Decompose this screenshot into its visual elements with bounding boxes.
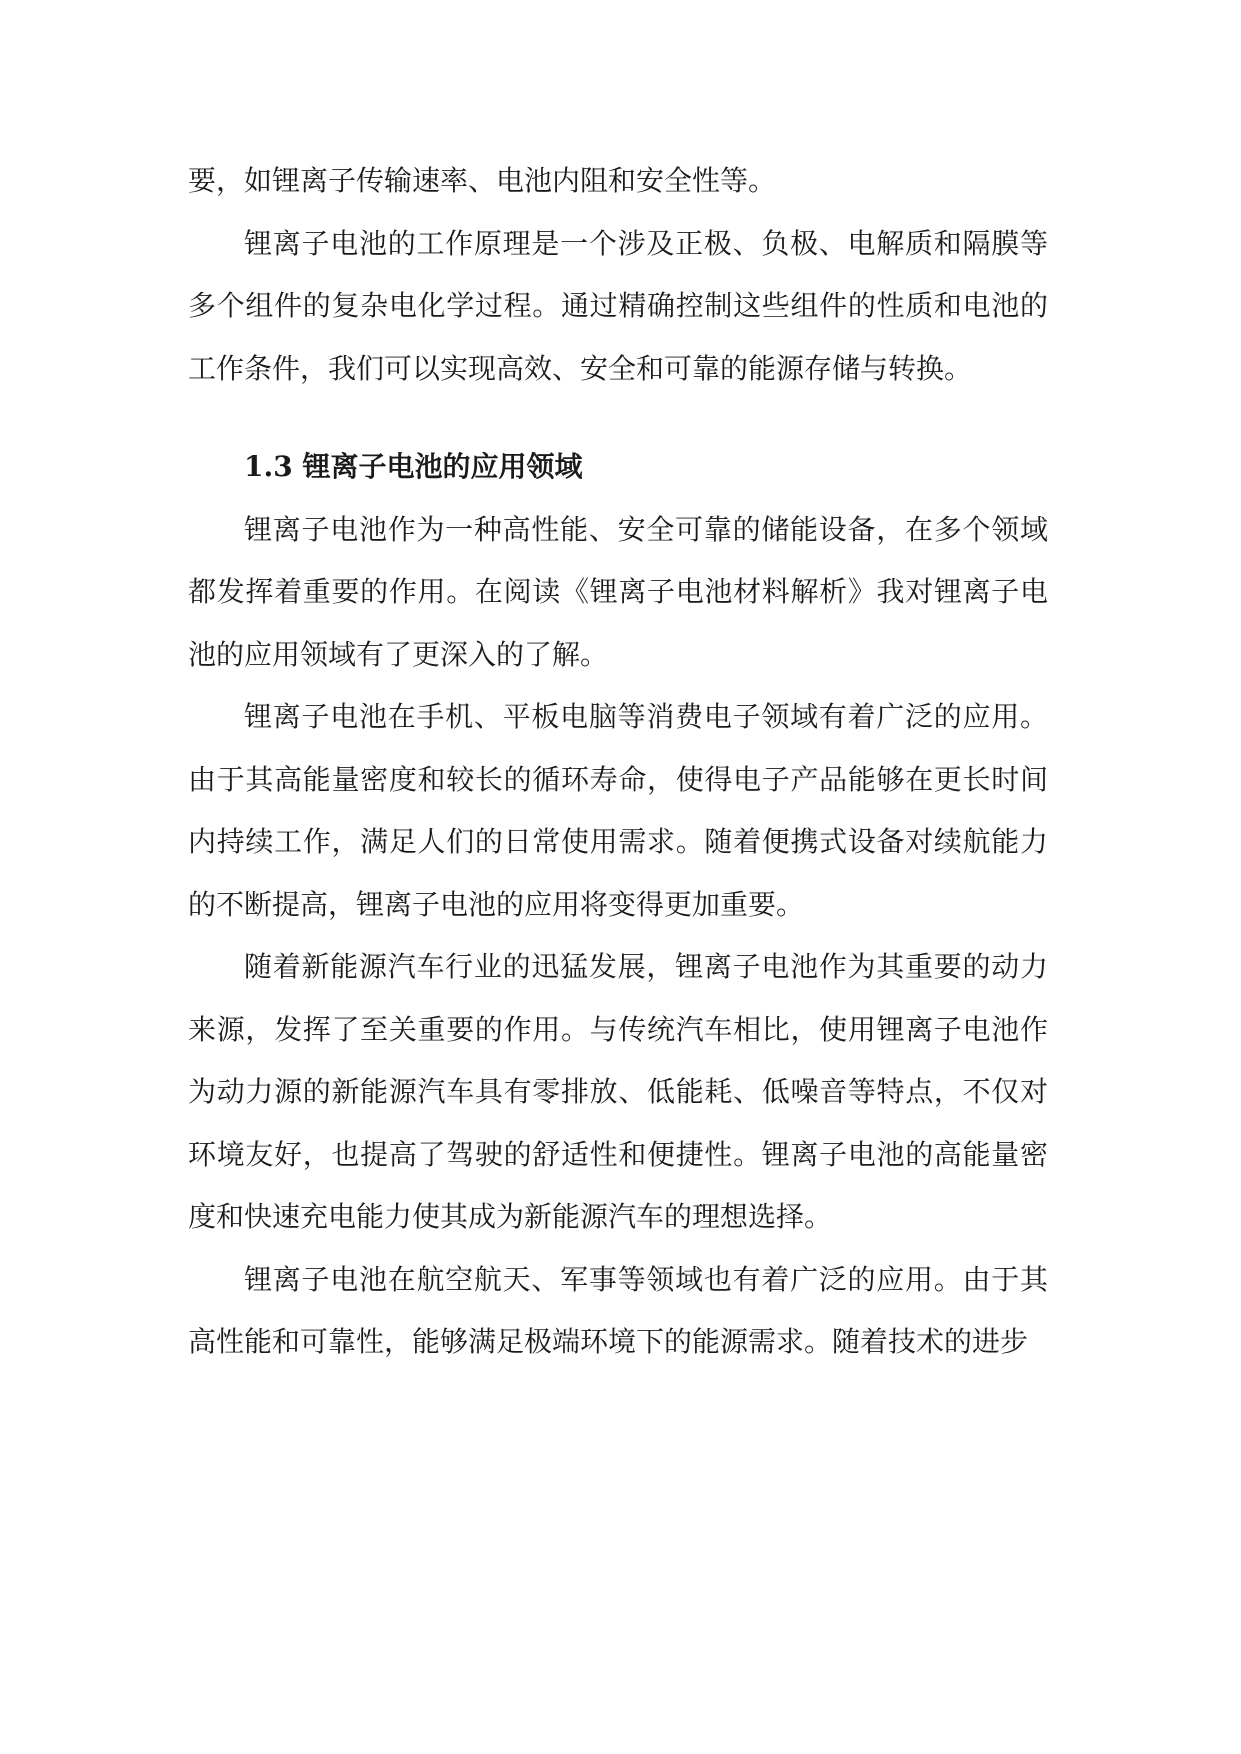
paragraph-new-energy-vehicles: 随着新能源汽车行业的迅猛发展，锂离子电池作为其重要的动力来源，发挥了至关重要的作用。与传统汽车相比，使用锂离子电池作为动力源的新能源汽车具有零排放、低能耗、低噪音等特点，不仅对环境友好，也提高了驾驶的舒适性和便捷性。锂离子电池的高能量密度和快速充电能力使其成为新能源汽车的理想选择。 — [188, 950, 1048, 1233]
paragraph-applications-intro: 锂离子电池作为一种高性能、安全可靠的储能设备，在多个领域都发挥着重要的作用。在阅读《锂离子电池材料解析》我对锂离子电池的应用领域有了更深入的了解。 — [188, 512, 1048, 671]
paragraph-aerospace-military: 锂离子电池在航空航天、军事等领域也有着广泛的应用。由于其高性能和可靠性，能够满足极端环境下的能源需求。随着技术的进步 — [188, 1262, 1048, 1358]
paragraph-consumer-electronics: 锂离子电池在手机、平板电脑等消费电子领域有着广泛的应用。由于其高能量密度和较长的循环寿命，使得电子产品能够在更长时间内持续工作，满足人们的日常使用需求。随着便携式设备对续航能力的不断提高，锂离子电池的应用将变得更加重要。 — [188, 700, 1048, 921]
section-heading: 1.3 锂离子电池的应用领域 — [244, 450, 583, 483]
paragraph-continuation: 要，如锂离子传输速率、电池内阻和安全性等。 — [188, 164, 777, 197]
document-body — [188, 150, 1048, 1374]
paragraph-working-principle-summary: 锂离子电池的工作原理是一个涉及正极、负极、电解质和隔膜等多个组件的复杂电化学过程。通过精确控制这些组件的性质和电池的工作条件，我们可以实现高效、安全和可靠的能源存储与转换。 — [188, 226, 1048, 385]
